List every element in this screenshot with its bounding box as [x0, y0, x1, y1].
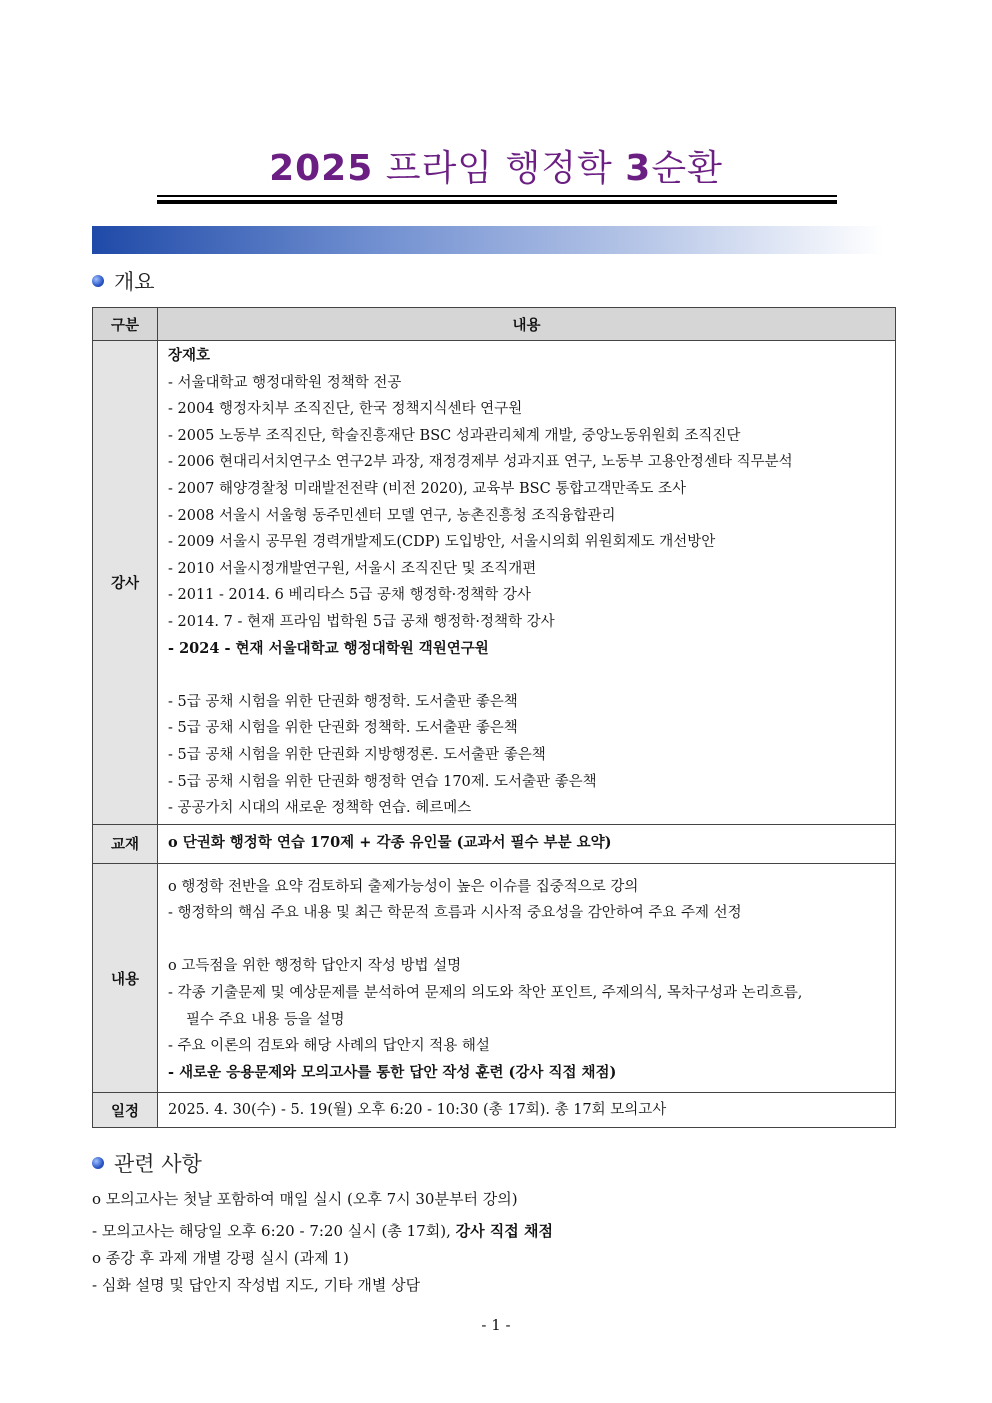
career-item: - 서울대학교 행정대학원 정책학 전공 — [168, 374, 402, 391]
book-item: - 5급 공채 시험을 위한 단권화 정책학. 도서출판 좋은책 — [168, 720, 518, 737]
career-item: - 2009 서울시 공무원 경력개발제도(CDP) 도입방안, 서울시의회 위원회제도 개선방안 — [168, 534, 716, 551]
career-item: - 2011 - 2014. 6 베리타스 5급 공채 행정학·정책학 강사 — [168, 587, 531, 604]
content-line: 필수 주요 내용 등을 설명 — [186, 1011, 345, 1028]
title-suffix: 순환 — [651, 148, 723, 189]
section-heading-text: 개요 — [114, 270, 155, 294]
career-item: - 2007 해양경찰청 미래발전전략 (비전 2020), 교육부 BSC 통합고객만족도 조사 — [168, 480, 686, 497]
bullet-ball-icon — [92, 275, 104, 287]
row-label-schedule: 일정 — [93, 1093, 158, 1128]
career-item-current: - 2024 - 현재 서울대학교 행정대학원 객원연구원 — [168, 639, 489, 657]
row-label-textbook: 교재 — [93, 824, 158, 863]
row-label-instructor: 강사 — [93, 341, 158, 825]
title-text: 프라임 행정학 — [373, 148, 626, 189]
gradient-banner — [92, 226, 884, 254]
book-item: - 5급 공채 시험을 위한 단권화 행정학. 도서출판 좋은책 — [168, 693, 518, 710]
career-item: - 2005 노동부 조직진단, 학술진흥재단 BSC 성과관리체계 개발, 중앙노동위원회 조직진단 — [168, 427, 741, 444]
table-row-schedule — [93, 1093, 896, 1128]
related-line-emphasis: 강사 직접 채점 — [455, 1222, 553, 1240]
section-heading-overview — [92, 266, 155, 296]
instructor-content — [158, 341, 896, 825]
section-heading-text: 관련 사항 — [114, 1152, 202, 1176]
page-number: - 1 - — [481, 1316, 511, 1334]
book-item: - 5급 공채 시험을 위한 단권화 행정학 연습 170제. 도서출판 좋은책 — [168, 773, 597, 790]
header-category: 구분 — [93, 308, 158, 341]
header-content: 내용 — [158, 308, 896, 341]
book-item: - 공공가치 시대의 새로운 정책학 연습. 헤르메스 — [168, 800, 472, 817]
table-header-row — [93, 308, 896, 341]
related-line — [92, 1220, 553, 1241]
career-item: - 2008 서울시 서울형 동주민센터 모델 연구, 농촌진흥청 조직융합관리 — [168, 507, 616, 524]
document-title — [0, 140, 992, 191]
row-label-content: 내용 — [93, 863, 158, 1093]
book-item: - 5급 공채 시험을 위한 단권화 지방행정론. 도서출판 좋은책 — [168, 746, 546, 763]
table-row-content — [93, 863, 896, 1093]
table-row-instructor — [93, 341, 896, 825]
overview-table — [92, 307, 896, 1128]
textbook-content — [158, 824, 896, 863]
schedule-content — [158, 1093, 896, 1128]
course-content — [158, 863, 896, 1093]
career-item: - 2010 서울시정개발연구원, 서울시 조직진단 및 조직개편 — [168, 560, 537, 577]
spacer — [168, 927, 885, 954]
content-line: - 행정학의 핵심 주요 내용 및 최근 학문적 흐름과 시사적 중요성을 감안하여 주요 주제 선정 — [168, 905, 742, 922]
title-underline-thick — [157, 200, 837, 204]
textbook-text: o 단권화 행정학 연습 170제 + 각종 유인물 (교과서 필수 부분 요약) — [168, 834, 612, 852]
content-line: o 고득점을 위한 행정학 답안지 작성 방법 설명 — [168, 958, 462, 975]
content-line: - 주요 이론의 검토와 해당 사례의 답안지 적용 해설 — [168, 1038, 490, 1055]
title-year: 2025 — [269, 148, 374, 189]
content-line: o 행정학 전반을 요약 검토하되 출제가능성이 높은 이슈를 집중적으로 강의 — [168, 878, 639, 895]
content-line-emphasis: - 새로운 응용문제와 모의고사를 통한 답안 작성 훈련 (강사 직접 채점) — [168, 1063, 617, 1081]
related-line: o 모의고사는 첫날 포함하여 매일 실시 (오후 7시 30분부터 강의) — [92, 1190, 518, 1208]
instructor-name: 장재호 — [168, 347, 211, 364]
schedule-text: 2025. 4. 30(수) - 5. 19(월) 오후 6:20 - 10:30 (총 17회). 총 17회 모의고사 — [168, 1102, 667, 1119]
career-item: - 2004 행정자치부 조직진단, 한국 정책지식센타 연구원 — [168, 401, 523, 418]
section-heading-related — [92, 1148, 202, 1178]
table-row-textbook — [93, 824, 896, 863]
title-underline-thin — [157, 195, 837, 197]
bullet-ball-icon — [92, 1157, 104, 1169]
career-item: - 2014. 7 - 현재 프라임 법학원 5급 공채 행정학·정책학 강사 — [168, 613, 555, 630]
content-line: - 각종 기출문제 및 예상문제를 분석하여 문제의 의도와 착안 포인트, 주제의식, 목차구성과 논리흐름, — [168, 985, 803, 1002]
spacer — [168, 662, 885, 689]
title-number: 3 — [625, 148, 652, 189]
related-line: - 심화 설명 및 답안지 작성법 지도, 기타 개별 상담 — [92, 1276, 421, 1294]
related-line-text: - 모의고사는 해당일 오후 6:20 - 7:20 실시 (총 17회), — [92, 1222, 456, 1240]
related-line: o 종강 후 과제 개별 강평 실시 (과제 1) — [92, 1249, 349, 1267]
career-item: - 2006 현대리서치연구소 연구2부 과장, 재정경제부 성과지표 연구, 노동부 고용안정센타 직무분석 — [168, 454, 793, 471]
